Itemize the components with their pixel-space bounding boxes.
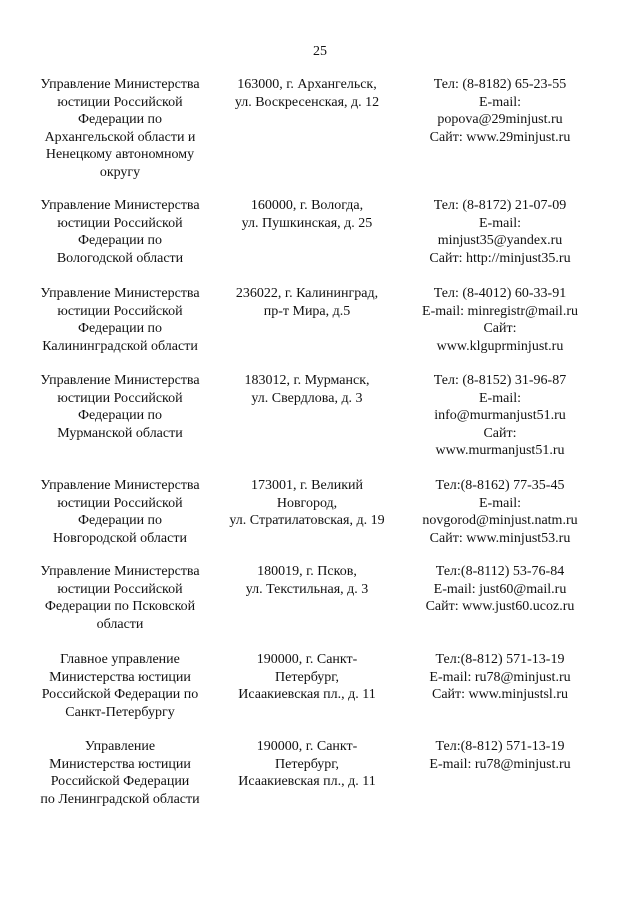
contact-line: www.murmanjust51.ru [435, 443, 565, 459]
contact-line: Сайт: http://minjust35.ru [429, 250, 571, 266]
agency-contacts [400, 738, 600, 773]
agency-name-line: Управление Министерства [40, 198, 200, 213]
agency-entry [0, 563, 640, 653]
contact-line: E-mail: just60@mail.ru [433, 581, 567, 597]
contact-line: Сайт: [483, 321, 517, 337]
agency-name-line: Управление [84, 739, 156, 754]
agency-name [30, 563, 210, 633]
contact-line: Тел:(8-812) 571-13-19 [435, 739, 565, 754]
address-line: Новгород, [276, 495, 338, 511]
address-line: ул. Свердлова, д. 3 [251, 390, 363, 406]
agency-name-line: по Ленинградской области [40, 791, 200, 807]
agency-name-line: округу [99, 164, 141, 180]
agency-entry [0, 372, 640, 462]
address-line: 180019, г. Псков, [257, 564, 357, 579]
contact-line: E-mail: [479, 390, 521, 406]
agency-name-line: Министерства юстиции [49, 756, 191, 772]
agency-name-line: Российской Федерации [50, 774, 190, 790]
agency-name [30, 197, 210, 267]
contact-line: info@murmanjust51.ru [434, 408, 566, 424]
agency-address [222, 738, 392, 791]
address-line: 183012, г. Мурманск, [244, 373, 370, 388]
agency-entry [0, 197, 640, 287]
agency-name-line: юстиции Российской [57, 390, 183, 406]
contact-line: Тел:(8-8162) 77-35-45 [435, 478, 565, 493]
address-line: 160000, г. Вологда, [250, 198, 364, 213]
agency-name-line: Главное управление [60, 652, 180, 667]
address-line: 236022, г. Калининград, [235, 286, 379, 301]
agency-name-line: Министерства юстиции [49, 669, 191, 685]
contact-line: popova@29minjust.ru [437, 112, 563, 128]
address-line: 163000, г. Архангельск, [237, 77, 377, 92]
agency-name-line: области [96, 616, 144, 632]
agency-name-line: Федерации по [77, 321, 163, 337]
agency-name-line: Вологодской области [56, 250, 184, 266]
contact-line: Тел: (8-8182) 65-23-55 [433, 77, 567, 92]
contact-line: E-mail: [479, 495, 521, 511]
agency-name-line: Федерации по [77, 233, 163, 249]
agency-entry [0, 285, 640, 375]
address-line: Исаакиевская пл., д. 11 [238, 774, 376, 790]
address-line: ул. Пушкинская, д. 25 [241, 215, 373, 231]
agency-name-line: Управление Министерства [40, 286, 200, 301]
agency-contacts [400, 76, 600, 146]
agency-name-line: юстиции Российской [57, 94, 183, 110]
agency-name-line: Санкт-Петербургу [65, 704, 175, 720]
agency-name-line: Управление Министерства [40, 77, 200, 92]
agency-name [30, 372, 210, 442]
agency-name-line: Управление Министерства [40, 478, 200, 493]
agency-entry [0, 76, 640, 180]
agency-address [222, 372, 392, 407]
agency-name [30, 738, 210, 808]
agency-name-line: юстиции Российской [57, 215, 183, 231]
agency-entry [0, 738, 640, 828]
agency-name-line: Федерации по [77, 112, 163, 128]
agency-address [222, 477, 392, 530]
agency-contacts [400, 477, 600, 547]
address-line: ул. Текстильная, д. 3 [245, 581, 369, 597]
agency-contacts [400, 372, 600, 460]
agency-name-line: юстиции Российской [57, 303, 183, 319]
address-line: ул. Воскресенская, д. 12 [234, 94, 380, 110]
agency-contacts [400, 651, 600, 704]
contact-line: Тел: (8-4012) 60-33-91 [433, 286, 567, 301]
contact-line: Сайт: [483, 425, 517, 441]
agency-contacts [400, 197, 600, 267]
agency-contacts [400, 285, 600, 355]
agency-address [222, 651, 392, 704]
contact-line: E-mail: ru78@minjust.ru [429, 756, 571, 772]
address-line: Петербург, [275, 669, 339, 685]
address-line: 190000, г. Санкт- [256, 652, 358, 667]
contact-line: Тел:(8-812) 571-13-19 [435, 652, 565, 667]
contact-line: E-mail: [479, 215, 521, 231]
agency-entry [0, 651, 640, 741]
agency-name [30, 285, 210, 355]
agency-name-line: Федерации по [77, 513, 163, 529]
contact-line: Сайт: www.minjustsl.ru [432, 687, 568, 703]
agency-contacts [400, 563, 600, 616]
contact-line: minjust35@yandex.ru [437, 233, 563, 249]
contact-line: E-mail: minregistr@mail.ru [422, 303, 578, 319]
address-line: ул. Стратилатовская, д. 19 [229, 513, 385, 529]
agency-name-line: юстиции Российской [57, 495, 183, 511]
address-line: Петербург, [275, 756, 339, 772]
contact-line: Тел: (8-8172) 21-07-09 [433, 198, 567, 213]
agency-name-line: Федерации по Псковской [44, 599, 196, 615]
agency-name [30, 651, 210, 721]
agency-name-line: Калининградской области [42, 338, 198, 354]
contact-line: novgorod@minjust.natm.ru [422, 513, 578, 529]
contact-line: Сайт: www.minjust53.ru [429, 530, 571, 546]
address-line: пр-т Мира, д.5 [263, 303, 351, 319]
agency-address [222, 76, 392, 111]
agency-address [222, 285, 392, 320]
agency-name-line: юстиции Российской [57, 581, 183, 597]
address-line: 190000, г. Санкт- [256, 739, 358, 754]
contact-line: Сайт: www.29minjust.ru [429, 129, 571, 145]
contact-line: Сайт: www.just60.ucoz.ru [425, 599, 575, 615]
agency-address [222, 197, 392, 232]
contact-line: Тел:(8-8112) 53-76-84 [435, 564, 565, 579]
contact-line: E-mail: [479, 94, 521, 110]
contact-line: www.klguprminjust.ru [436, 338, 564, 354]
agency-name-line: Федерации по [77, 408, 163, 424]
agency-name [30, 477, 210, 547]
agency-entry [0, 477, 640, 567]
agency-name-line: Архангельской области и [44, 129, 196, 145]
agency-name-line: Мурманской области [57, 425, 183, 441]
agency-name-line: Управление Министерства [40, 373, 200, 388]
contact-line: Тел: (8-8152) 31-96-87 [433, 373, 567, 388]
agency-name-line: Новгородской области [53, 530, 187, 546]
address-line: 173001, г. Великий [251, 478, 363, 493]
agency-name-line: Ненецкому автономному [45, 147, 195, 163]
page-number: 25 [313, 44, 327, 59]
agency-name-line: Управление Министерства [40, 564, 200, 579]
agency-address [222, 563, 392, 598]
agency-name-line: Российской Федерации по [41, 687, 199, 703]
contact-line: E-mail: ru78@minjust.ru [429, 669, 571, 685]
agency-name [30, 76, 210, 182]
address-line: Исаакиевская пл., д. 11 [238, 687, 376, 703]
